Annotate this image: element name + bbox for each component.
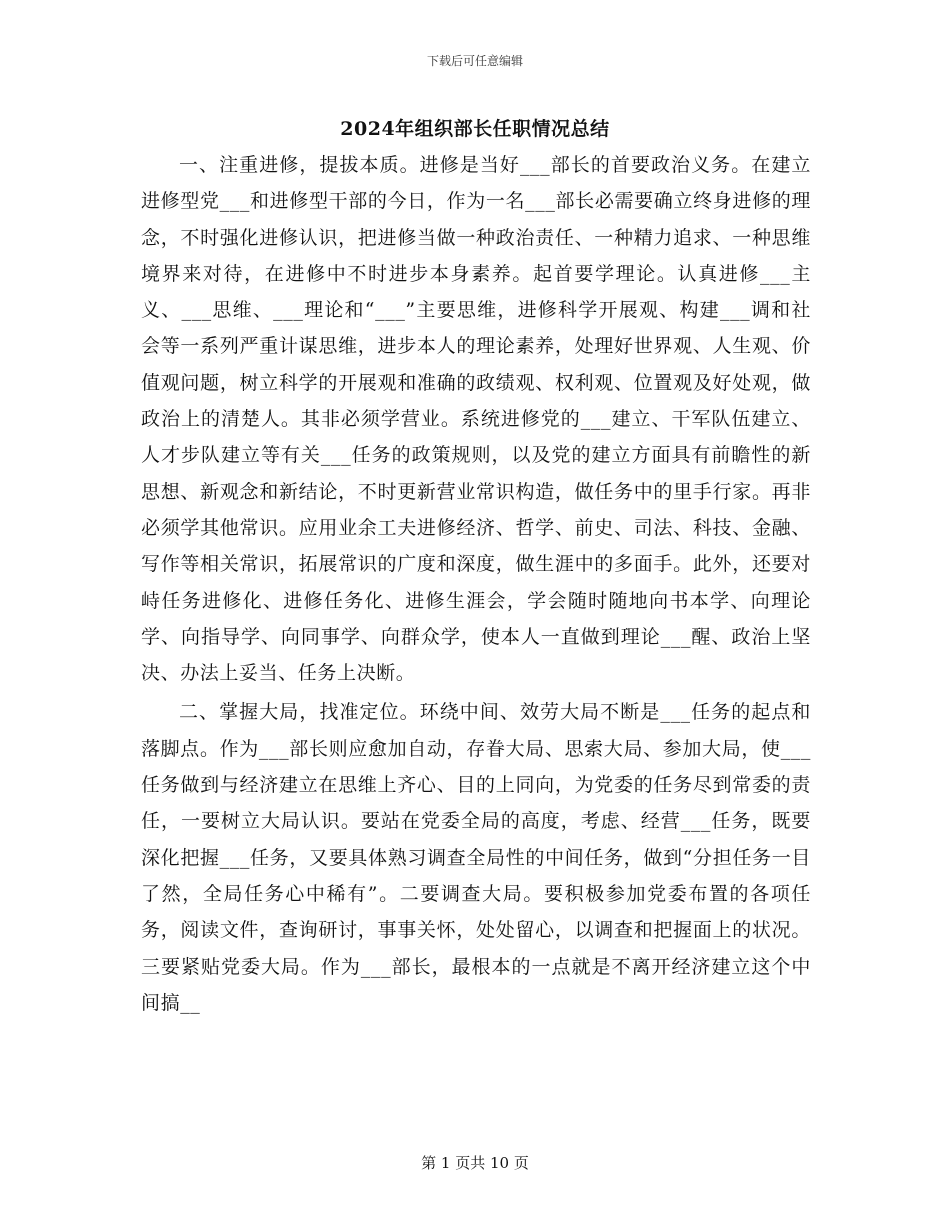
page-number: 第 1 页共 10 页 <box>421 1154 529 1172</box>
document-body <box>141 147 811 1021</box>
page-header-note: 下载后可任意编辑 <box>426 54 523 68</box>
document-title: 2024年组织部长任职情况总结 <box>340 118 610 140</box>
paragraph-1: 一、注重进修，提拔本质。进修是当好___部长的首要政治义务。在建立进修型党___和进修型干部的今日，作为一名___部长必需要确立终身进修的理念，不时强化进修认识，把进修当做一种政治责任、一种精力追求、一种思维境界来对待，在进修中不时进步本身素养。起首要学理论。认真进修___主义、___思维、___理论和“___”主要思维，进修科学开展观、构建___调和社会等一系列严重计谋思维，进步本人的理论素养，处理好世界观、人生观、价值观问题，树立科学的开展观和准确的政绩观、权利观、位置观及好处观，做政治上的清楚人。其非必须学营业。系统进修党的___建立、干军队伍建立、人才步队建立等有关___任务的政策规则，以及党的建立方面具有前瞻性的新思想、新观念和新结论，不时更新营业常识构造，做任务中的里手行家。再非必须学其他常识。应用业余工夫进修经济、哲学、前史、司法、科技、金融、写作等相关常识，拓展常识的广度和深度，做生涯中的多面手。此外，还要对峙任务进修化、进修任务化、进修生涯会，学会随时随地向书本学、向理论学、向指导学、向同事学、向群众学，使本人一直做到理论___醒、政治上坚决、办法上妥当、任务上决断。 <box>141 154 811 685</box>
paragraph-2: 二、掌握大局，找准定位。环绕中间、效劳大局不断是___任务的起点和落脚点。作为___部长则应愈加自动，存眷大局、思索大局、参加大局，使___任务做到与经济建立在思维上齐心、目的上同向，为党委的任务尽到常委的责任，一要树立大局认识。要站在党委全局的高度，考虑、经营___任务，既要深化把握___任务，又要具体熟习调查全局性的中间任务，做到“分担任务一目了然，全局任务心中稀有”。二要调查大局。要积极参加党委布置的各项任务，阅读文件，查询研讨，事事关怀，处处留心，以调查和把握面上的状况。三要紧贴党委大局。作为___部长，最根本的一点就是不离开经济建立这个中间搞__ <box>141 701 811 1014</box>
